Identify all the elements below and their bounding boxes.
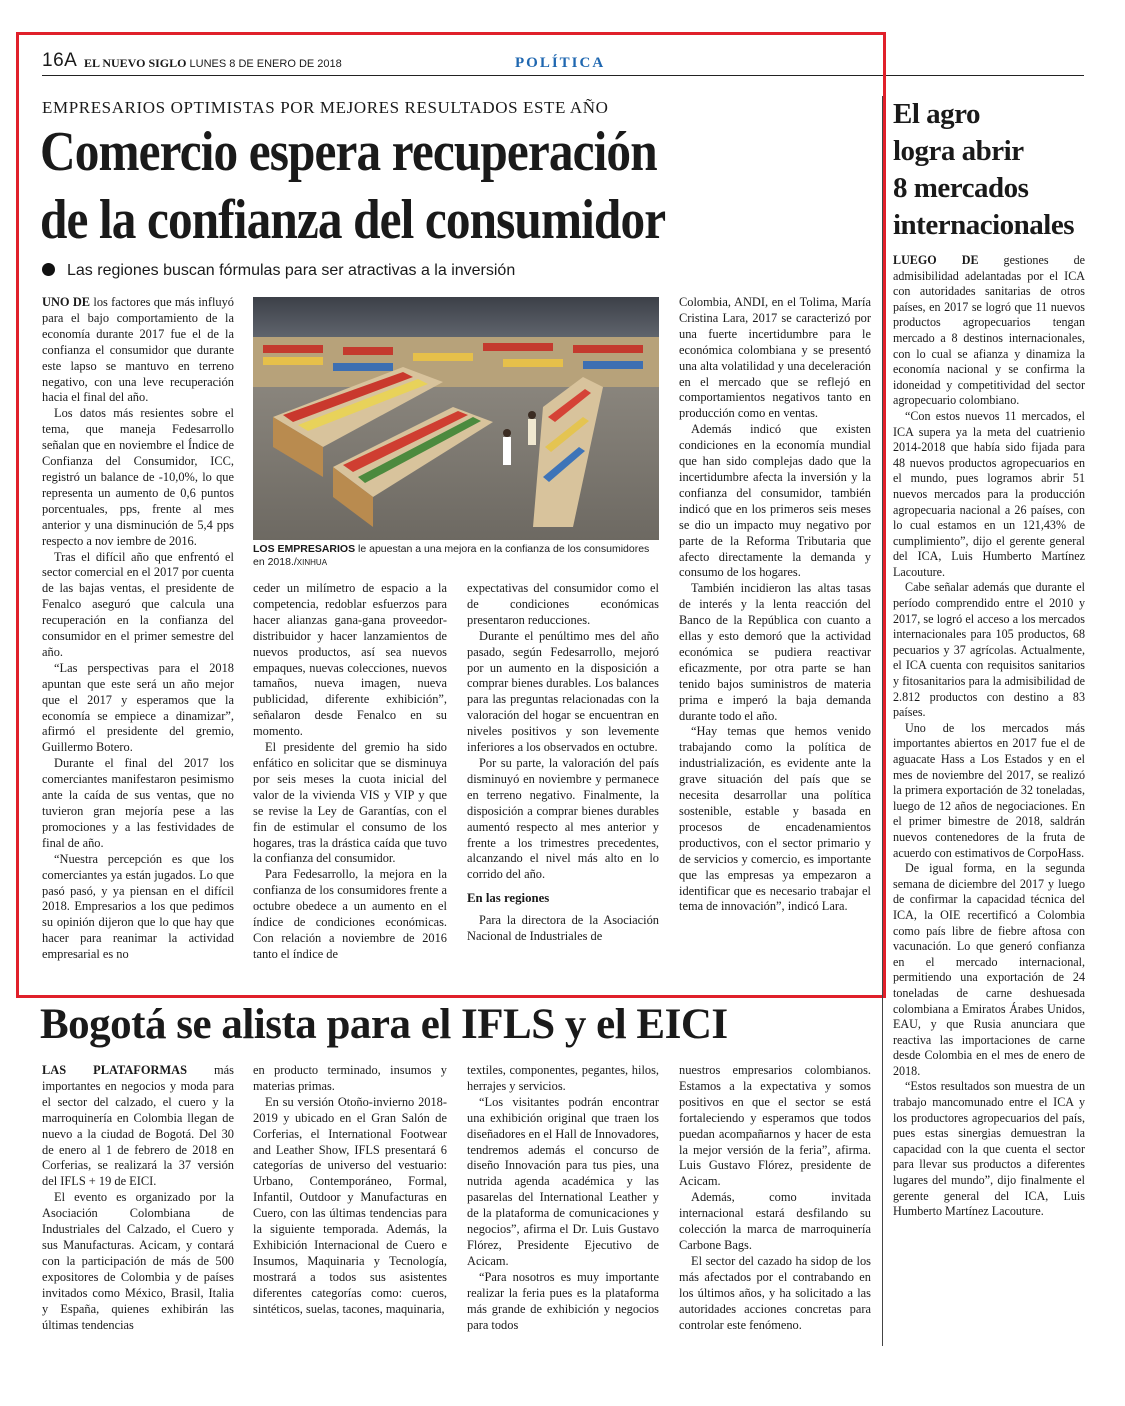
article-kicker: EMPRESARIOS OPTIMISTAS POR MEJORES RESULTADOS ESTE AÑO (42, 98, 609, 117)
side-title-line: logra abrir (893, 135, 1024, 167)
supermarket-photo (253, 297, 659, 540)
subheading: En las regiones (467, 891, 550, 906)
paragraph: Además indicó que existen condiciones en la economía mundial que han sido complejas dado que la incertidumbre afecta la inversión y la confianza del consumidor, también indicó que en los primeros seis meses se dio un impacto muy negativo por parte de la Reforma Tributaria que afecto directamente la demanda y consumo de los hogares. (679, 422, 871, 580)
caption-text: le apuestan a una mejora en la confianza de los consumidores en 2018./ (253, 543, 650, 568)
article-subhead (42, 262, 515, 280)
main-column-4 (679, 295, 871, 915)
paragraph: “Hay temas que hemos venido trabajando como la política de industrialización, es evidente ante la grave situación del país que se necesita desarrollar una política sostenible, estable y basada en procesos de encadenamientos productivos, con el sector primario y de servicios y comercio, es importante que las empresas ya empezaron a identificar que es necesario trabajar el tema de innovación”, indicó Lara. (679, 724, 871, 914)
paragraph: ceder un milímetro de espacio a la competencia, redoblar esfuerzos para hacer alianzas gana-gana proveedor-distribuidor y hacer lanzamientos de nuevos productos, así sea nuevos empaques, nuevas colecciones, nuevos tamaños, nueva imagen, nueva publicidad, diferente exhibición”, señalaron desde Fenalco en su momento. (253, 581, 447, 739)
lead-in: LAS PLATAFORMAS (42, 1063, 187, 1077)
side-title-line: internacionales (893, 209, 1074, 241)
headline-line-2: de la confianza del consumidor (40, 189, 666, 251)
paragraph: Para la directora de la Asociación Nacional de Industriales de (467, 913, 659, 944)
paragraph: textiles, componentes, pegantes, hilos, herrajes y servicios. (467, 1063, 659, 1093)
side-title-line: El agro (893, 98, 980, 130)
paragraph: expectativas del consumidor como el de condiciones económicas presentaron reducciones. (467, 581, 659, 627)
paragraph: Los datos más resientes sobre el tema, que maneja Fedesarrollo señalan que en noviembre el Índice de Confianza del Consumidor, ICC, registró un balance de -10,0%, lo que representa un aumento de 0,6 puntos porcentuales, pps, frente al mes anterior y una disminución de 5,4 pps respecto a nov iembre de 2016. (42, 406, 234, 548)
paragraph: En su versión Otoño-invierno 2018-2019 y ubicado en el Gran Salón de Corferias, el International Footwear and Leather Show, IFLS presentará 6 categorías de universo del vestuario: Urbano, Contemporáneo, Formal, Infantil, Outdoor y Manufacturas en Cuero, con las últimas tendencias para la siguiente temporada. Además, la Exhibición Internacional de Cuero e Insumos, Maquinaria y Tecnología, mostrará a todos sus asistentes diferentes categorías como: cueros, sintéticos, suelas, tacones, maquinaria, (253, 1094, 447, 1316)
article-headline (40, 118, 744, 254)
paragraph: Por su parte, la valoración del país disminuyó en noviembre y permanece en terreno negativo. Finalmente, la disposición a comprar bienes durables aumentó respecto al mes anterior y frente a los trimestres precedentes, alcanzando el nivel más alto en lo corrido del año. (467, 755, 659, 882)
paragraph: Cabe señalar además que durante el período comprendido entre el 2010 y 2017, se logró el acceso a los mercados internacionales para 105 productos, 68 pecuarios y 37 agrícolas. Actualmente, el ICA cuenta con requisitos sanitarios y fitosanitarios para la admisibilidad de 2.812 productos con destino a 83 países. (893, 580, 1085, 720)
second-column-4 (679, 1063, 871, 1333)
second-column-2 (253, 1063, 447, 1318)
main-column-1 (42, 295, 234, 963)
main-column-2 (253, 581, 447, 963)
paragraph: También incidieron las altas tasas de interés y la lenta reacción del Banco de la República con cuanto a ellas y esto demoró que la actividad económica se pudiera reactivar eficazmente, por otra parte se han tenido bajos suministros de materia prima e imperó la baja demanda durante todo el año. (679, 581, 871, 723)
lead-in: LUEGO DE (893, 253, 979, 267)
paragraph: “Nuestra percepción es que los comerciantes ya están jugados. Lo que pasó pasó, y ya piensan en el difícil 2018. Empresarios a los que pedimos su opinión dijeron que lo que hay que hacer para reanimar la actividad empresarial es no (42, 851, 234, 962)
paragraph: Tras el difícil año que enfrentó el sector comercial en el 2017 por cuenta de las bajas ventas, el presidente de Fenalco aseguró que calcula una recuperación en la confianza del consumidor en el primer semestre del año. (42, 549, 234, 659)
paragraph: nuestros empresarios colombianos. Estamos a la expectativa y somos positivos en que el sector se está fortaleciendo y esperamos que todos puedan acompañarnos y hacer de esta la mejor versión de la feria”, afirma. Luis Gustavo Flórez, presidente de Acicam. (679, 1063, 871, 1189)
second-column-3 (467, 1063, 659, 1333)
paragraph: “Estos resultados son muestra de un trabajo mancomunado entre el ICA y los productores agropecuarios del país, pues estas sinergias demuestran la capacidad con la que cuenta el sector para llevar sus productos a diferentes lugares del mundo”, dijo finalmente el gerente general del ICA, Luis Humberto Martínez Lacouture. (893, 1079, 1085, 1219)
paragraph: Para Fedesarrollo, la mejora en la confianza de los consumidores frente a octubre obedece a un aumento en el índice de condiciones económicas. Con relación a noviembre de 2016 tanto el índice de (253, 867, 447, 961)
paragraph: El sector del cazado ha sidop de los más afectados por el contrabando en los últimos años, y ha solicitado a las autoridades acciones concretas para controlar este fenómeno. (679, 1253, 871, 1332)
side-article-body (893, 253, 1085, 1220)
page-number: 16A (42, 50, 78, 71)
paragraph: más importantes en negocios y moda para el sector del calzado, el cuero y la marroquinería en Colombia llegan de nuevo a la ciudad de Bogotá. Del 30 de enero al 1 de febrero de 2018 en Corferias, se realizará la 37 versión del IFLS + 19 de EICI. (42, 1063, 235, 1189)
side-column-rule (882, 96, 883, 1346)
lead-in: UNO DE (42, 295, 91, 309)
photo-caption (253, 543, 663, 569)
paragraph: los factores que más influyó para el bajo comportamiento de la economía durante 2017 fue el de la confianza el consumidor que durante este lapso se mantuvo en terreno negativo, con una leve recuperación hacia el final del año. (42, 295, 234, 405)
paragraph: El presidente del gremio ha sido enfático en solicitar que se disminuya por seis meses la cuota inicial del valor de la vivienda VIS y VIP y que se revise la Ley de Garantías, con el fin de estimular el consumo de los hogares, tras la drástica caída que tuvo la confianza del consumidor. (253, 740, 447, 866)
photo-credit: XINHUA (296, 558, 328, 567)
paragraph: Uno de los mercados más importantes abiertos en 2017 fue el de aguacate Hass a Los Estados y en el mes de noviembre del 2017, se realizó la primera exportación de 32 toneladas, luego de 12 años de negociaciones. En el primer bimestre de 2018, saldrán nuevos contenedores de la fruta de acuerdo con estimativos de CorpoHass. (893, 720, 1085, 860)
masthead (84, 56, 342, 71)
header-rule (42, 75, 1084, 76)
second-article-headline: Bogotá se alista para el IFLS y el EICI (40, 1001, 728, 1048)
side-article-title (893, 96, 1093, 244)
paragraph: gestiones de admisibilidad adelantadas por el ICA con autoridades sanitarias de otros países, en 2017 se logró que 11 nuevos productos agropecuarios tengan mercado a 8 destinos internacionales, con lo cual se afianza y dinamiza la economía nacional y se confirma la idoneidad y competitividad del sector agropecuario colombiano. (893, 253, 1085, 408)
second-column-1 (42, 1063, 234, 1333)
supermarket-image (253, 297, 659, 540)
paragraph: Colombia, ANDI, en el Tolima, María Cristina Lara, 2017 se caracterizó por una fuerte incertidumbre para le económica colombiana y se presentó una alta volatilidad y una deceleración en el mercado que se reflejó en comportamientos negativos tanto en producción como en ventas. (679, 295, 871, 421)
caption-lead: LOS EMPRESARIOS (253, 543, 356, 555)
issue-date: LUNES 8 DE ENERO DE 2018 (189, 58, 342, 70)
paragraph: Durante el penúltimo mes del año pasado, según Fedesarrollo, mejoró por un aumento en la disposición a comprar bienes durables. Los balances para las preguntas relacionadas con la valoración del hogar se encuentran en niveles positivos y son levemente inferiores a los observados en octubre. (467, 628, 659, 755)
paragraph: Además, como invitada internacional estará desfilando su colección la marca de marroquinería Carbone Bags. (679, 1190, 871, 1252)
side-title-line: 8 mercados (893, 172, 1029, 204)
paragraph: El evento es organizado por la Asociación Colombiana de Industriales del Calzado, el Cuero y sus Manufacturas. Acicam, y contará con la participación de más de 500 expositores de Colombia y de países invitados como México, Brasil, Italia y España, quienes exhibirán las últimas tendencias (42, 1190, 234, 1332)
paragraph: “Para nosotros es muy importante realizar la feria pues es la plataforma más grande de exhibición y negocios para todos (467, 1269, 659, 1332)
headline-line-1: Comercio espera recuperación (40, 121, 657, 183)
paragraph: De igual forma, en la segunda semana de diciembre del 2017 y luego de confirmar la capacidad técnica del ICA, la OIE recertificó a Colombia como país libre de fiebre aftosa con vacunación. Lo que generó confianza en el mercado internacional, permitiendo una exportación de 24 toneladas de carne deshuesada colombiana a Emiratos Árabes Unidos, EAU, y que Rusia anunciara que reactiva las importaciones de carne desde Colombia en el mes de enero de 2018. (893, 861, 1085, 1078)
main-column-3 (467, 581, 659, 945)
paragraph: en producto terminado, insumos y materias primas. (253, 1063, 447, 1093)
section-label: POLÍTICA (515, 55, 606, 71)
paragraph: “Las perspectivas para el 2018 apuntan que este será un año mejor que el 2017 y esperamos que la economía se empiece a dinamizar”, afirmó el presidente del gremio, Guillermo Botero. (42, 660, 234, 755)
paragraph: Durante el final del 2017 los comerciantes manifestaron pesimismo ante la caída de sus ventas, que no tuvieron gran mejoría pese a las promociones y a las festividades de final de año. (42, 756, 234, 850)
subhead-text: Las regiones buscan fórmulas para ser atractivas a la inversión (67, 262, 516, 279)
bullet-icon (42, 263, 55, 276)
paragraph: “Los visitantes podrán encontrar una exhibición original que traen los diseñadores en el Hall de Innovadores, tendremos además el concurso de diseño Innovación para tus pies, una nutrida agenda académica y las pasarelas del International Leather y de la plataforma de comunicaciones y negocios”, afirma el Dr. Luis Gustavo Flórez, Presidente Ejecutivo de Acicam. (467, 1094, 659, 1268)
paragraph: “Con estos nuevos 11 mercados, el ICA supera ya la meta del cuatrienio 2014-2018 que había sido fijada para 48 nuevos productos agropecuarios en el mundo, pues logramos abrir 51 nuevos mercados para la producción agropecuaria nacional a 26 países, con lo cual estamos en un 121,43% de cumplimiento”, dijo el gerente general del ICA, Luis Humberto Martínez Lacouture. (893, 408, 1085, 579)
paper-name: EL NUEVO SIGLO (84, 56, 187, 70)
